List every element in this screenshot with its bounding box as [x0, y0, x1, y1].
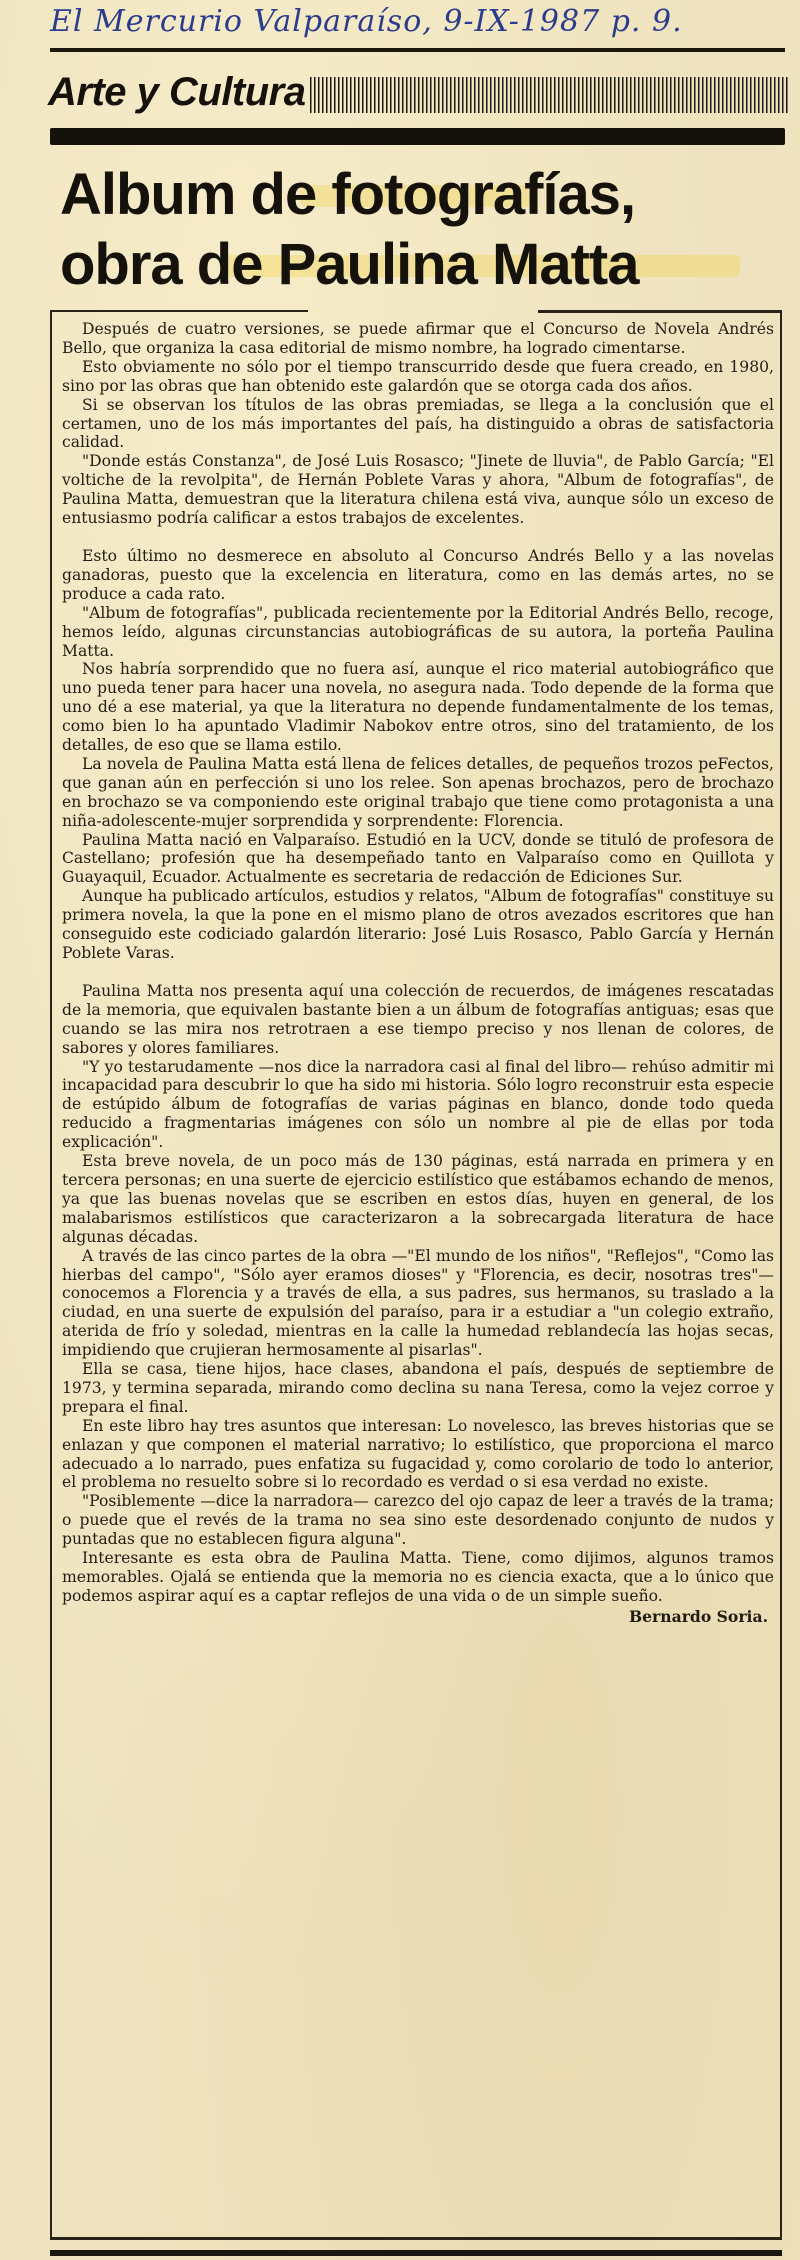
article-paragraph: "Album de fotografías", publicada recientemente por la Editorial Andrés Bello, recoge, hemos leído, algunas circunstancias autobiográficas de su autora, la porteña Paulina Matta. — [62, 603, 774, 660]
section-title: Arte y Cultura — [48, 69, 306, 114]
article-paragraph: A través de las cinco partes de la obra —"El mundo de los niños", "Reflejos", "Como las hierbas del campo", "Sólo ayer eramos dioses" y "Florencia, es decir, nosotras tres"— conocemos a Florencia y a través de ella, a sus padres, sus hermanos, su traslado a la ciudad, en una suerte de expulsión del paraíso, para ir a estudiar a "un colegio extraño, aterida de frío y soledad, mientras en la calle la humedad reblandecía las hojas secas, impidiendo que crujieran hermosamente al pisarlas". — [62, 1246, 774, 1360]
top-rule — [50, 48, 785, 52]
article-paragraph: Interesante es esta obra de Paulina Matta. Tiene, como dijimos, algunos tramos memorables. Ojalá se entienda que la memoria no es ciencia exacta, que a lo único que podemos aspirar aquí es a captar reflejos de una vida o de un simple sueño. — [62, 1549, 774, 1605]
article-paragraph: La novela de Paulina Matta está llena de felices detalles, de pequeños trozos peFectos, que ganan aún en perfección si uno los relee. Son apenas brochazos, pero de brochazo en brochazo se va componiendo este original trabajo que tiene como protagonista a una niña-adolescente-mujer sorprendida y sorprendente: Florencia. — [62, 754, 774, 830]
article-paragraph: "Donde estás Constanza", de José Luis Rosasco; "Jinete de lluvia", de Pablo García; "El voltiche de la revolpita", de Hernán Poblete Varas y ahora, "Album de fotografías", de Paulina Matta, demuestran que la literatura chilena está viva, aunque sólo un exceso de entusiasmo podría calificar a estos trabajos de excelentes. — [62, 452, 774, 528]
article-paragraph: Esto último no desmerece en absoluto al Concurso Andrés Bello y a las novelas ganadoras, puesto que la excelencia en literatura, como en las demás artes, no se produce a cada rato. — [62, 546, 774, 603]
headline-line-1: Album de fotografías, — [60, 162, 636, 227]
article-body — [62, 320, 774, 1627]
article-paragraph: Después de cuatro versiones, se puede afirmar que el Concurso de Novela Andrés Bello, que organiza la casa editorial de mismo nombre, ha logrado cimentarse. — [62, 320, 774, 357]
handwritten-source-note: El Mercurio Valparaíso, 9-IX-1987 p. 9. — [50, 4, 683, 39]
article-paragraph: "Posiblemente —dice la narradora— carezco del ojo capaz de leer a través de la trama; o puede que el revés de la trama no sea sino este desordenado conjunto de nudos y puntadas que no establecen figura alguna". — [62, 1492, 774, 1549]
article-paragraph: Ella se casa, tiene hijos, hace clases, abandona el país, después de septiembre de 1973, y termina separada, mirando como declina su nana Teresa, como la vejez corroe y prepara el final. — [62, 1360, 774, 1416]
article-paragraph: Nos habría sorprendido que no fuera así, aunque el rico material autobiográfico que uno pueda tener para hacer una novela, no asegura nada. Todo depende de la forma que uno dé a ese material, ya que la literatura no depende fundamentalmente de los temas, como bien lo ha apuntado Vladimir Nabokov entre otros, sino del tratamiento, de los detalles, de eso que se llama estilo. — [62, 660, 774, 755]
article-paragraph: Paulina Matta nos presenta aquí una colección de recuerdos, de imágenes rescatadas de la memoria, que equivalen bastante bien a un álbum de fotografías antiguas; esas que cuando se las mira nos retrotraen a ese tiempo preciso y nos llenan de colores, de sabores y olores familiares. — [62, 981, 774, 1057]
article-paragraph: Si se observan los títulos de las obras premiadas, se llega a la conclusión que el certamen, uno de los más importantes del país, ha distinguido a obras de satisfactoria calidad. — [62, 395, 774, 452]
article-paragraph: Aunque ha publicado artículos, estudios y relatos, "Album de fotografías" constituye su primera novela, la que la pone en el mismo plano de otros avezados escritores que han conseguido este codiciado galardón literario: José Luis Rosasco, Pablo García y Hernán Poblete Varas. — [62, 887, 774, 962]
article-paragraph: Esta breve novela, de un poco más de 130 páginas, está narrada en primera y en tercera personas; en una suerte de ejercicio estilístico que estábamos echando de menos, ya que las buenas novelas que se escriben en estos días, huyen en general, de los malabarismos estilísticos que caracterizaron a la sobrecargada literatura de hace algunas décadas. — [62, 1152, 774, 1246]
bottom-rule — [50, 2250, 782, 2256]
article-paragraph: Esto obviamente no sólo por el tiempo transcurrido desde que fuera creado, en 1980, sino por las obras que han obtenido este galardón que se otorga cada dos años. — [62, 357, 774, 395]
article-paragraph: En este libro hay tres asuntos que interesan: Lo novelesco, las breves historias que se enlazan y que componen el material narrativo; lo estilístico, que proporciona el marco adecuado a lo narrado, pues enfatiza su fugacidad y, como corolario de todo lo anterior, el problema no resuelto sobre si lo recordado es verdad o si esa verdad no existe. — [62, 1416, 774, 1492]
box-border-top-left — [50, 310, 308, 312]
author-signature: Bernardo Soria. — [628, 1606, 768, 1626]
headline — [60, 160, 638, 300]
section-bars-decoration — [310, 77, 789, 113]
box-border-right-top — [780, 310, 782, 332]
headline-line-2: obra de Paulina Matta — [60, 232, 639, 297]
article-paragraph: "Y yo testarudamente —nos dice la narradora casi al final del libro— rehúso admitir mi incapacidad para descubrir lo que ha sido mi historia. Sólo logro reconstruir esta especie de estúpido álbum de fotografías de varias páginas en blanco, donde todo queda reducido a fragmentarias imágenes con sólo un nombre al pie de ellas por toda explicación". — [62, 1057, 774, 1152]
box-border-left-top — [50, 310, 52, 332]
box-border-top-right — [538, 310, 782, 313]
article-paragraph: Paulina Matta nació en Valparaíso. Estudió en la UCV, donde se tituló de profesora de Castellano; profesión que ha desempeñado tanto en Valparaíso como en Quillota y Guayaquil, Ecuador. Actualmente es secretaria de redacción de Ediciones Sur. — [62, 830, 774, 887]
thick-rule — [50, 128, 785, 145]
section-header — [48, 66, 788, 118]
